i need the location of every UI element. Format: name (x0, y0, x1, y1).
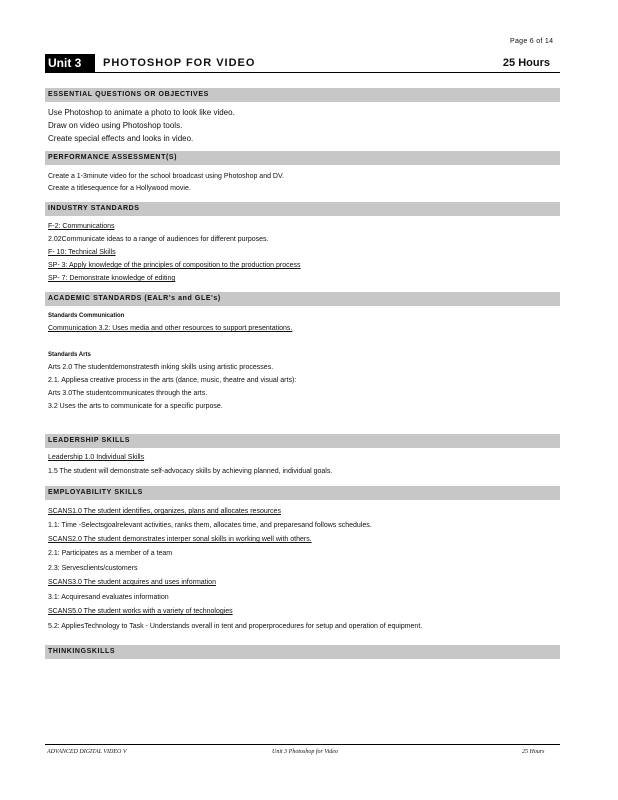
employability-line: 3.1: Acquiresand evaluates information (48, 594, 169, 601)
industry-line: F- 10: Technical Skills (48, 249, 116, 256)
footer-divider (45, 744, 560, 745)
industry-line: SP- 7: Demonstrate knowledge of editing (48, 275, 176, 282)
section-header-thinking: THINKINGSKILLS (45, 645, 560, 659)
section-header-industry: INDUSTRY STANDARDS (45, 202, 560, 216)
footer-unit: Unit 3 Photoshop for Video (272, 749, 338, 755)
leadership-line: 1.5 The student will demonstrate self-advocacy skills by achieving planned, individual goals. (48, 468, 333, 475)
essential-line: Draw on video using Photoshop tools. (48, 121, 183, 130)
industry-line: F-2: Communications (48, 223, 115, 230)
academic-line: Arts 2.0 The studentdemonstratesth inking skills using artistic processes. (48, 364, 274, 371)
academic-line: 2.1. Appliesa creative process in the arts (dance, music, theatre and visual arts): (48, 377, 297, 384)
academic-line: Communication 3.2: Uses media and other resources to support presentations. (48, 325, 293, 332)
employability-line: SCANS2.0 The student demonstrates interper sonal skills in working well with others. (48, 536, 312, 543)
performance-line: Create a 1-3minute video for the school broadcast using Photoshop and DV. (48, 173, 284, 180)
employability-line: 2.3: Servesclients/customers (48, 565, 138, 572)
performance-line: Create a titlesequence for a Hollywood movie. (48, 185, 191, 192)
essential-line: Use Photoshop to animate a photo to look like video. (48, 108, 235, 117)
academic-line: 3.2 Uses the arts to communicate for a specific purpose. (48, 403, 223, 410)
section-header-employability: EMPLOYABILITY SKILLS (45, 486, 560, 500)
academic-subheading: Standards Communication (48, 313, 125, 319)
employability-line: SCANS3.0 The student acquires and uses information (48, 579, 216, 586)
section-header-essential: ESSENTIAL QUESTIONS OR OBJECTIVES (45, 88, 560, 102)
section-header-leadership: LEADERSHIP SKILLS (45, 434, 560, 448)
employability-line: SCANS1.0 The student identifies, organizes, plans and allocates resources (48, 508, 281, 515)
unit-hours: 25 Hours (502, 57, 550, 69)
page-number: Page 6 of 14 (510, 38, 554, 45)
employability-line: 1.1: Time -Selectsgoalrelevant activities, ranks them, allocates time, and preparesand follows schedules. (48, 522, 372, 529)
employability-line: SCANS5.0 The student works with a variety of technologies (48, 608, 233, 615)
academic-subheading: Standards Arts (48, 352, 91, 358)
employability-line: 2.1: Participates as a member of a team (48, 550, 173, 557)
leadership-line: Leadership 1.0 Individual Skills (48, 454, 145, 461)
industry-line: 2.02Communicate ideas to a range of audiences for different purposes. (48, 236, 269, 243)
academic-line: Arts 3.0The studentcommunicates through the arts. (48, 390, 208, 397)
footer-hours: 25 Hours (522, 749, 545, 755)
industry-line: SP- 3: Apply knowledge of the principles of composition to the production process (48, 262, 301, 269)
unit-header (45, 54, 560, 73)
essential-line: Create special effects and looks in video. (48, 134, 194, 143)
section-header-academic: ACADEMIC STANDARDS (EALR's and GLE's) (45, 292, 560, 306)
employability-line: 5.2: AppliesTechnology to Task - Understands overall in tent and properprocedures for setup and operation of equipment. (48, 623, 423, 630)
unit-number: Unit 3 (45, 54, 95, 72)
unit-title: PHOTOSHOP FOR VIDEO (103, 57, 256, 69)
section-header-performance: PERFORMANCE ASSESSMENT(S) (45, 151, 560, 165)
footer-course: ADVANCED DIGITAL VIDEO V (47, 749, 127, 755)
